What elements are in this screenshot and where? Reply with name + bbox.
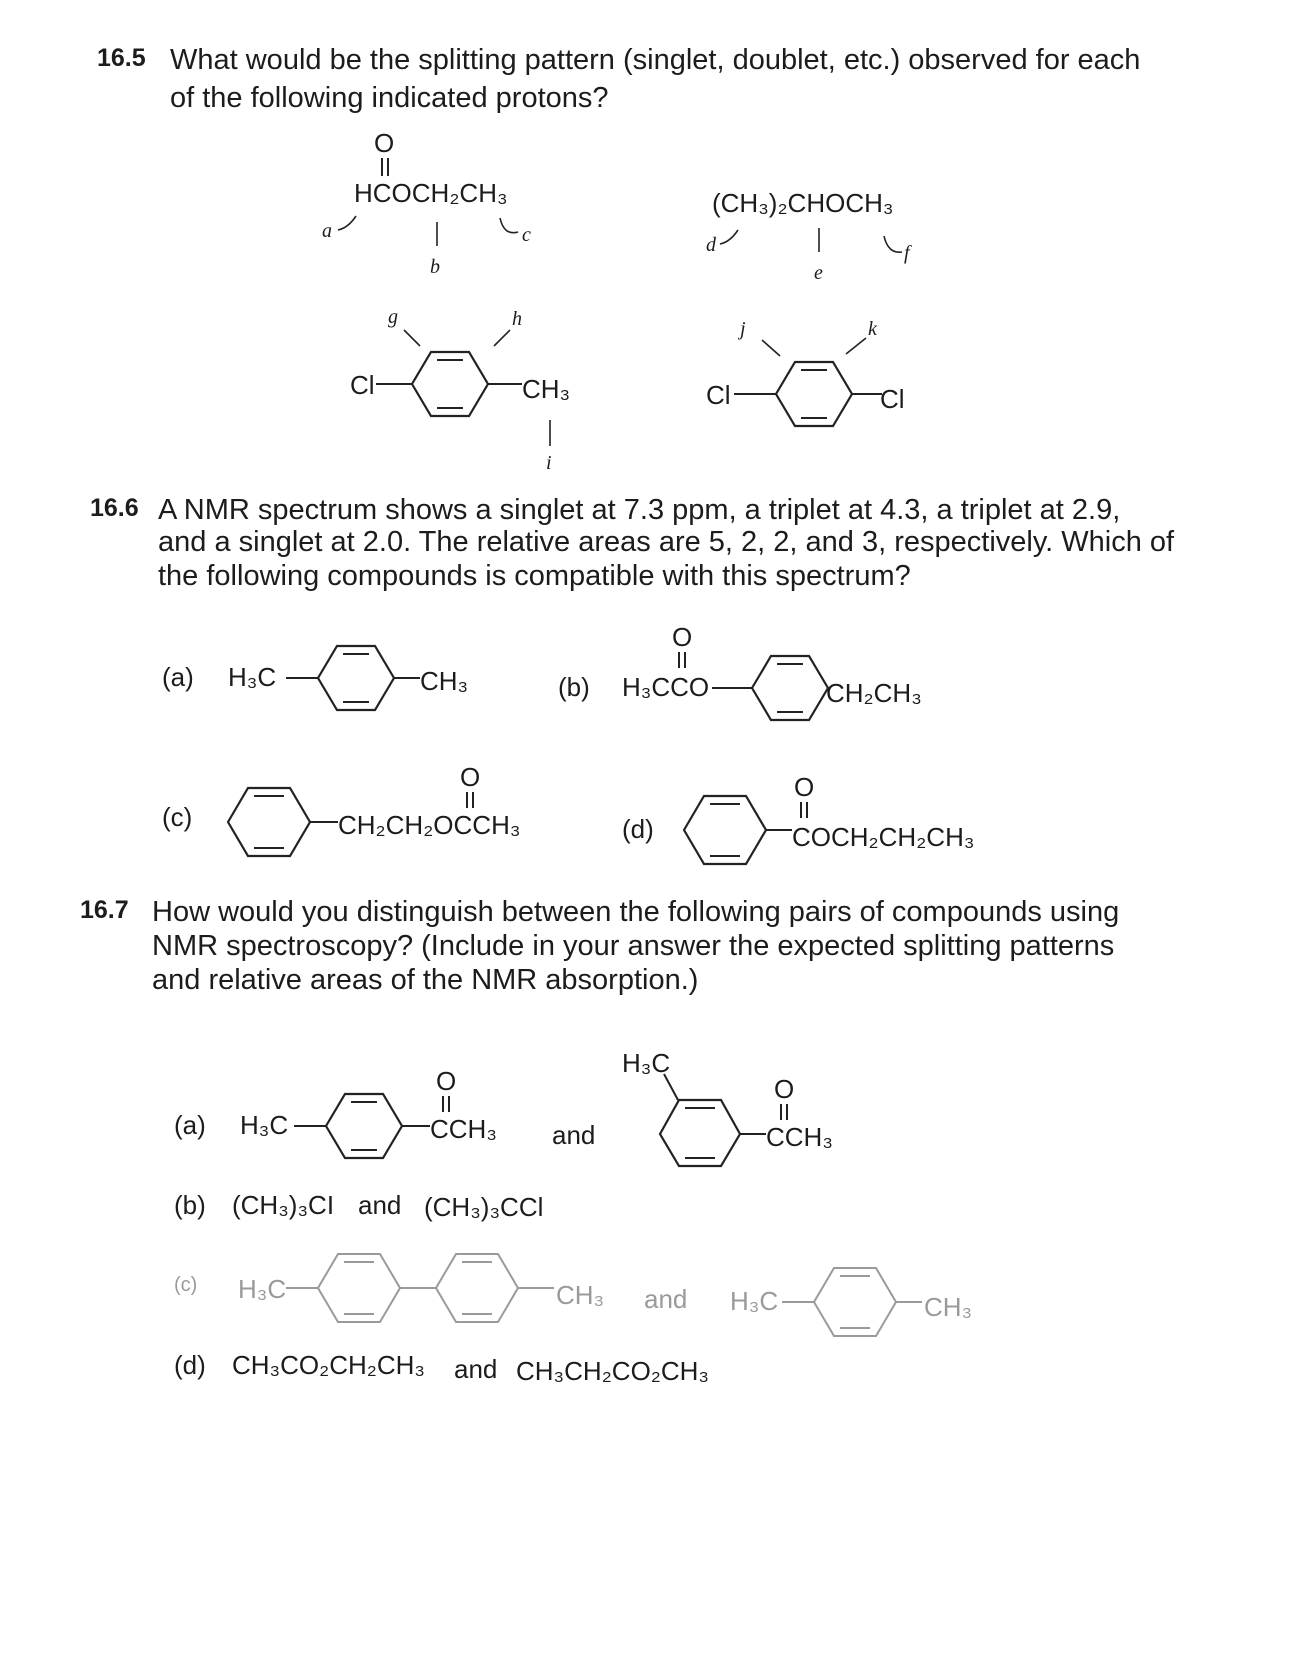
proton-label-a: a — [322, 220, 332, 242]
benzene-ring — [776, 362, 852, 426]
methyl-substituent: CH₃ — [522, 374, 571, 404]
option-c-carbonyl-oxygen: O — [460, 762, 481, 792]
proton-label-j: j — [740, 318, 746, 340]
option-d-label: (d) — [622, 814, 654, 844]
proton-label-k: k — [868, 318, 877, 340]
molecule-isopropyl-methyl-ether: (CH₃)₂CHOCH₃ — [712, 188, 894, 218]
proton-label-g: g — [388, 306, 398, 328]
option-d-carbonyl-oxygen: O — [794, 772, 815, 802]
option-a-drawing — [286, 646, 420, 710]
option-b-carbonyl-oxygen: O — [672, 622, 693, 652]
pair-c-label: (c) — [174, 1274, 198, 1296]
molecule-1-bonds — [338, 158, 518, 246]
pair-b-and: and — [358, 1190, 402, 1220]
proton-label-d: d — [706, 234, 716, 256]
arrow-c — [500, 218, 518, 233]
benzene-ring — [318, 1254, 400, 1322]
question-16-6-line-3: the following compounds is compatible with this spectrum? — [158, 560, 911, 592]
pair-b-compound-1: (CH₃)₃CI — [232, 1190, 335, 1220]
pair-a-label: (a) — [174, 1110, 206, 1140]
chlorine-substituent: Cl — [350, 370, 375, 400]
benzene-ring — [326, 1094, 402, 1158]
arrow-k — [846, 338, 866, 354]
pair-a-acetyl-1: CCH₃ — [430, 1114, 497, 1144]
pair-d-label: (d) — [174, 1350, 206, 1380]
pair-d-compound-1: CH₃CO₂CH₂CH₃ — [232, 1350, 426, 1380]
pair-c-xylene-left-methyl: H₃C — [730, 1286, 779, 1316]
benzene-ring — [412, 352, 488, 416]
pair-a-acetyl-2: CCH₃ — [766, 1122, 833, 1152]
question-number-16-5: 16.5 — [97, 44, 146, 72]
pair-a-carbonyl-oxygen-2: O — [774, 1074, 795, 1104]
question-number-16-7: 16.7 — [80, 896, 129, 924]
proton-label-h: h — [512, 308, 522, 330]
proton-label-f: f — [904, 242, 910, 264]
pair-c-drawing — [286, 1254, 922, 1336]
arrow-h — [494, 330, 510, 346]
proton-label-b: b — [430, 256, 440, 278]
carbonyl-oxygen: O — [374, 128, 395, 158]
pair-a-drawing — [294, 1074, 787, 1166]
proton-label-c: c — [522, 224, 531, 246]
option-c-chain: CH₂CH₂OCCH₃ — [338, 810, 521, 840]
option-b-label: (b) — [558, 672, 590, 702]
option-c-label: (c) — [162, 802, 193, 832]
option-a-left-methyl: H₃C — [228, 662, 277, 692]
pair-d-compound-2: CH₃CH₂CO₂CH₃ — [516, 1356, 710, 1386]
question-number-16-6: 16.6 — [90, 494, 139, 522]
option-d-chain: COCH₂CH₂CH₃ — [792, 822, 975, 852]
arrow-f — [884, 236, 902, 252]
molecule-2-arrows — [720, 228, 902, 252]
pair-c-xylene-right-methyl: CH₃ — [924, 1292, 973, 1322]
pair-a-and: and — [552, 1120, 596, 1150]
option-b-ethyl: CH₂CH₃ — [826, 678, 922, 708]
proton-label-e: e — [814, 262, 823, 284]
option-a-label: (a) — [162, 662, 194, 692]
benzene-ring — [660, 1100, 740, 1166]
benzene-ring — [228, 788, 310, 856]
option-c-drawing — [228, 788, 473, 856]
question-16-6-line-1: A NMR spectrum shows a singlet at 7.3 ppm, a triplet at 4.3, a triplet at 2.9, — [158, 494, 1121, 526]
question-16-6-line-2: and a singlet at 2.0. The relative areas are 5, 2, 2, and 3, respectively. Which of — [158, 526, 1175, 558]
question-16-5-line-1: What would be the splitting pattern (singlet, doublet, etc.) observed for each — [170, 44, 1141, 76]
pair-c-biphenyl-methyl: CH₃ — [556, 1280, 605, 1310]
benzene-ring — [318, 646, 394, 710]
question-16-7-line-2: NMR spectroscopy? (Include in your answer the expected splitting patterns — [152, 930, 1115, 962]
benzene-ring — [752, 656, 828, 720]
pair-a-para-methyl: H₃C — [240, 1110, 289, 1140]
pair-a-meta-methyl: H₃C — [622, 1048, 671, 1078]
option-b-acetyl: H₃CCO — [622, 672, 710, 702]
pair-c-left-methyl: H₃C — [238, 1274, 287, 1304]
proton-label-i: i — [546, 452, 552, 474]
molecule-4-drawing — [734, 338, 882, 426]
chlorine-substituent-left: Cl — [706, 380, 731, 410]
option-d-drawing — [684, 796, 807, 864]
molecule-ethyl-formate: HCOCH₂CH₃ — [354, 178, 508, 208]
pair-a-carbonyl-oxygen-1: O — [436, 1066, 457, 1096]
arrow-j — [762, 340, 780, 356]
arrow-a — [338, 216, 356, 230]
benzene-ring — [814, 1268, 896, 1336]
molecule-3-drawing — [376, 330, 550, 446]
question-16-7-line-3: and relative areas of the NMR absorption.) — [152, 964, 699, 996]
pair-d-and: and — [454, 1354, 498, 1384]
arrow-g — [404, 330, 420, 346]
benzene-ring — [684, 796, 766, 864]
benzene-ring — [436, 1254, 518, 1322]
pair-b-compound-2: (CH₃)₃CCl — [424, 1192, 544, 1222]
pair-c-and: and — [644, 1284, 688, 1314]
chlorine-substituent-right: Cl — [880, 384, 905, 414]
option-b-drawing — [679, 652, 828, 720]
question-16-7-line-1: How would you distinguish between the following pairs of compounds using — [152, 896, 1120, 928]
question-16-5-line-2: of the following indicated protons? — [170, 82, 609, 114]
pair-b-label: (b) — [174, 1190, 206, 1220]
arrow-d — [720, 230, 738, 244]
option-a-right-methyl: CH₃ — [420, 666, 469, 696]
